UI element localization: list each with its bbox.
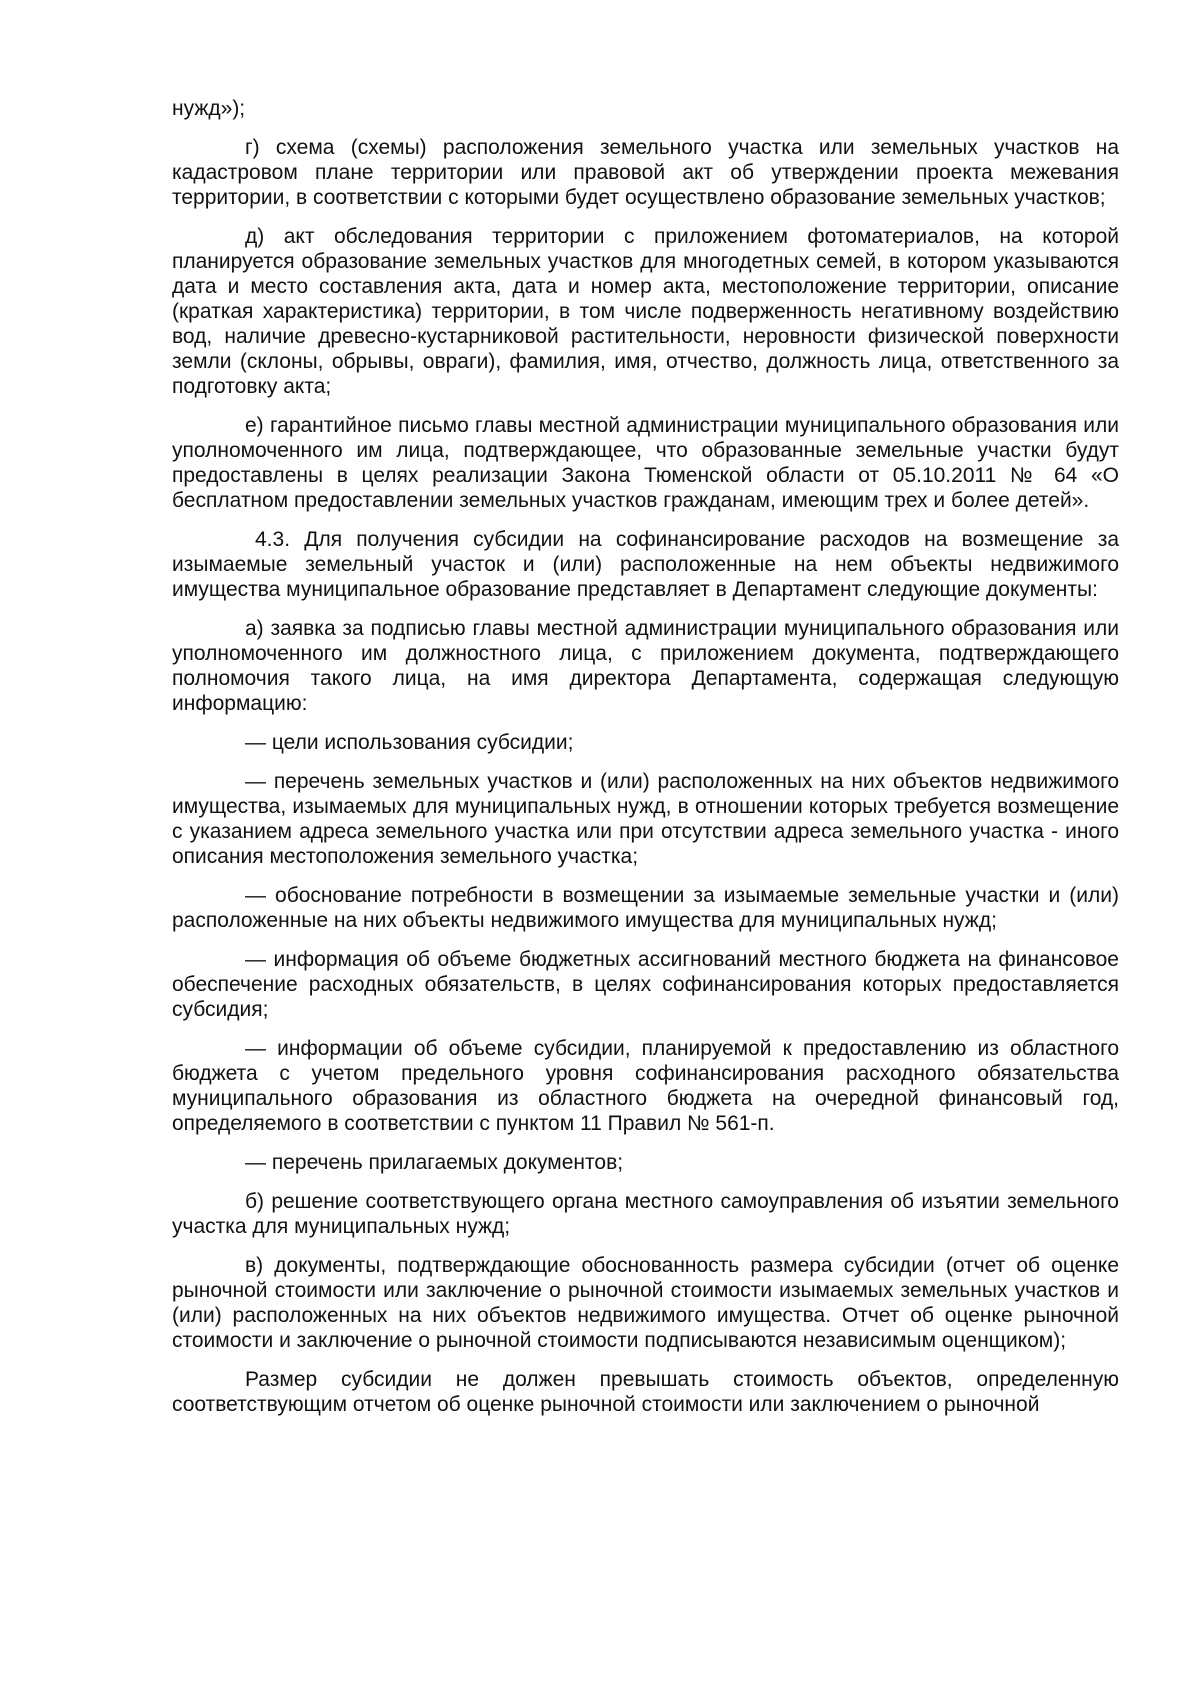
paragraph-item-e: е) гарантийное письмо главы местной администрации муниципального образования или уполномоченного им лица, подтверждающее, что образованные земельные участки будут предоставлены в целях реализации Закона Тюменской области от 05.10.2011 № 64 «О бесплатном предоставлении земельных участков гражданам, имеющим трех и более детей».: [172, 414, 1119, 512]
document-page: [172, 96, 1119, 1431]
list-item-dash: — информация об объеме бюджетных ассигнований местного бюджета на финансовое обеспечение расходных обязательств, в целях софинансирования которых предоставляется субсидия;: [172, 948, 1119, 1021]
paragraph-subsidy-size: Размер субсидии не должен превышать стоимость объектов, определенную соответствующим отчетом об оценке рыночной стоимости или заключением о рыночной: [172, 1368, 1119, 1416]
list-item-dash: — цели использования субсидии;: [245, 731, 574, 754]
list-item-dash: — перечень земельных участков и (или) расположенных на них объектов недвижимого имущества, изымаемых для муниципальных нужд, в отношении которых требуется возмещение с указанием адреса земельного участка или при отсутствии адреса земельного участка - иного описания местоположения земельного участка;: [172, 770, 1119, 868]
list-item-dash: — перечень прилагаемых документов;: [245, 1151, 624, 1174]
list-item-dash: — обоснование потребности в возмещении за изымаемые земельные участки и (или) расположенные на них объекты недвижимого имущества для муниципальных нужд;: [172, 884, 1119, 932]
paragraph-item-a: а) заявка за подписью главы местной администрации муниципального образования или уполномоченного им должностного лица, с приложением документа, подтверждающего полномочия такого лица, на имя директора Департамента, содержащая следующую информацию:: [172, 617, 1119, 715]
paragraph-section-4-3: 4.3. Для получения субсидии на софинансирование расходов на возмещение за изымаемые земельный участок и (или) расположенные на нем объекты недвижимого имущества муниципальное образование представляет в Департамент следующие документы:: [172, 528, 1119, 601]
list-item-dash: — информации об объеме субсидии, планируемой к предоставлению из областного бюджета с учетом предельного уровня софинансирования расходного обязательства муниципального образования из областного бюджета на очередной финансовый год, определяемого в соответствии с пунктом 11 Правил № 561-п.: [172, 1037, 1119, 1135]
paragraph-item-g: г) схема (схемы) расположения земельного участка или земельных участков на кадастровом плане территории или правовой акт об утверждении проекта межевания территории, в соответствии с которыми будет осуществлено образование земельных участков;: [172, 136, 1119, 209]
paragraph-item-d: д) акт обследования территории с приложением фотоматериалов, на которой планируется образование земельных участков для многодетных семей, в котором указываются дата и место составления акта, дата и номер акта, местоположение территории, описание (краткая характеристика) территории, в том числе подверженность негативному воздействию вод, наличие древесно-кустарниковой растительности, неровности физической поверхности земли (склоны, обрывы, овраги), фамилия, имя, отчество, должность лица, ответственного за подготовку акта;: [172, 225, 1119, 398]
paragraph-item-v: в) документы, подтверждающие обоснованность размера субсидии (отчет об оценке рыночной стоимости или заключение о рыночной стоимости изымаемых земельных участков и (или) расположенных на них объектов недвижимого имущества. Отчет об оценке рыночной стоимости и заключение о рыночной стоимости подписываются независимым оценщиком);: [172, 1254, 1119, 1352]
paragraph-continuation: нужд»);: [172, 97, 246, 120]
paragraph-item-b: б) решение соответствующего органа местного самоуправления об изъятии земельного участка для муниципальных нужд;: [172, 1190, 1119, 1238]
